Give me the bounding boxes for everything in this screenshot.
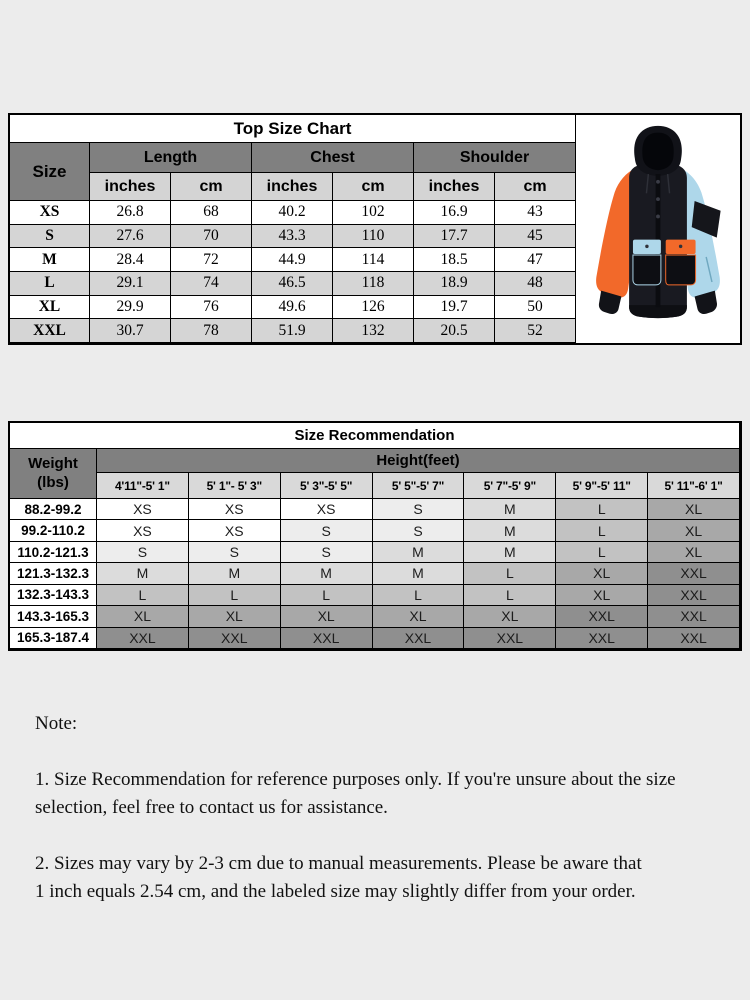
recommended-size-cell: L bbox=[556, 520, 648, 541]
note-2-line-1: 2. Sizes may vary by 2-3 cm due to manual measurements. Please be aware that bbox=[35, 853, 642, 874]
recommended-size-cell: XL bbox=[556, 585, 648, 606]
length-inches-cell: 30.7 bbox=[90, 319, 171, 343]
recommended-size-cell: XS bbox=[281, 499, 373, 520]
recommended-size-cell: XL bbox=[648, 520, 740, 541]
size-cell: S bbox=[10, 225, 90, 249]
recommended-size-cell: L bbox=[373, 585, 465, 606]
recommended-size-cell: XS bbox=[189, 499, 281, 520]
size-cell: M bbox=[10, 248, 90, 272]
weight-column-header bbox=[10, 449, 97, 499]
recommended-size-cell: M bbox=[464, 520, 556, 541]
recommended-size-cell: XXL bbox=[648, 585, 740, 606]
chest-cm-cell: 110 bbox=[333, 225, 414, 249]
recommended-size-cell: XXL bbox=[556, 606, 648, 627]
weight-header-line2: (lbs) bbox=[37, 473, 69, 491]
unit-header: cm bbox=[171, 173, 252, 201]
length-inches-cell: 28.4 bbox=[90, 248, 171, 272]
recommended-size-cell: L bbox=[189, 585, 281, 606]
recommended-size-cell: M bbox=[464, 499, 556, 520]
weight-range-cell: 165.3-187.4 bbox=[10, 628, 97, 649]
chest-inches-cell: 49.6 bbox=[252, 296, 333, 320]
length-group-header: Length bbox=[90, 143, 252, 173]
chest-cm-cell: 126 bbox=[333, 296, 414, 320]
weight-range-cell: 88.2-99.2 bbox=[10, 499, 97, 520]
length-cm-cell: 78 bbox=[171, 319, 252, 343]
shoulder-cm-cell: 47 bbox=[495, 248, 576, 272]
recommended-size-cell: XL bbox=[189, 606, 281, 627]
length-inches-cell: 27.6 bbox=[90, 225, 171, 249]
jacket-image bbox=[579, 120, 737, 338]
recommended-size-cell: XXL bbox=[648, 628, 740, 649]
size-cell: XL bbox=[10, 296, 90, 320]
unit-header: cm bbox=[495, 173, 576, 201]
height-range-header: 5' 7"-5' 9" bbox=[464, 473, 556, 499]
recommended-size-cell: XL bbox=[373, 606, 465, 627]
recommended-size-cell: XL bbox=[648, 542, 740, 563]
recommended-size-cell: M bbox=[373, 563, 465, 584]
recommended-size-cell: L bbox=[464, 585, 556, 606]
top-size-chart-table bbox=[8, 113, 742, 345]
recommended-size-cell: S bbox=[373, 499, 465, 520]
length-inches-cell: 29.9 bbox=[90, 296, 171, 320]
recommended-size-cell: L bbox=[556, 542, 648, 563]
recommended-size-cell: L bbox=[281, 585, 373, 606]
recommended-size-cell: XXL bbox=[648, 563, 740, 584]
chest-cm-cell: 118 bbox=[333, 272, 414, 296]
unit-header: cm bbox=[333, 173, 414, 201]
shoulder-cm-cell: 45 bbox=[495, 225, 576, 249]
recommended-size-cell: XL bbox=[556, 563, 648, 584]
recommended-size-cell: XXL bbox=[189, 628, 281, 649]
recommended-size-cell: XXL bbox=[281, 628, 373, 649]
recommended-size-cell: XL bbox=[281, 606, 373, 627]
notes-section bbox=[35, 710, 725, 934]
shoulder-inches-cell: 17.7 bbox=[414, 225, 495, 249]
recommended-size-cell: M bbox=[97, 563, 189, 584]
recommended-size-cell: L bbox=[556, 499, 648, 520]
shoulder-group-header: Shoulder bbox=[414, 143, 576, 173]
recommended-size-cell: L bbox=[97, 585, 189, 606]
chest-inches-cell: 46.5 bbox=[252, 272, 333, 296]
size-cell: XXL bbox=[10, 319, 90, 343]
unit-header: inches bbox=[414, 173, 495, 201]
recommended-size-cell: XXL bbox=[373, 628, 465, 649]
weight-range-cell: 132.3-143.3 bbox=[10, 585, 97, 606]
shoulder-cm-cell: 52 bbox=[495, 319, 576, 343]
recommended-size-cell: XXL bbox=[97, 628, 189, 649]
note-1-line-2: selection, feel free to contact us for assistance. bbox=[35, 797, 388, 818]
recommended-size-cell: M bbox=[189, 563, 281, 584]
recommended-size-cell: XL bbox=[97, 606, 189, 627]
recommended-size-cell: XS bbox=[97, 499, 189, 520]
chest-inches-cell: 43.3 bbox=[252, 225, 333, 249]
size-cell: XS bbox=[10, 201, 90, 225]
recommended-size-cell: XL bbox=[464, 606, 556, 627]
recommended-size-cell: XXL bbox=[556, 628, 648, 649]
recommended-size-cell: M bbox=[373, 542, 465, 563]
shoulder-inches-cell: 16.9 bbox=[414, 201, 495, 225]
recommended-size-cell: XXL bbox=[464, 628, 556, 649]
recommended-size-cell: XL bbox=[648, 499, 740, 520]
chest-cm-cell: 102 bbox=[333, 201, 414, 225]
weight-range-cell: 99.2-110.2 bbox=[10, 520, 97, 541]
recommended-size-cell: L bbox=[464, 563, 556, 584]
length-cm-cell: 70 bbox=[171, 225, 252, 249]
chest-inches-cell: 44.9 bbox=[252, 248, 333, 272]
height-range-header: 5' 3"-5' 5" bbox=[281, 473, 373, 499]
product-photo-cell bbox=[576, 115, 740, 343]
recommended-size-cell: S bbox=[97, 542, 189, 563]
shoulder-inches-cell: 20.5 bbox=[414, 319, 495, 343]
recommended-size-cell: S bbox=[373, 520, 465, 541]
length-cm-cell: 76 bbox=[171, 296, 252, 320]
weight-range-cell: 121.3-132.3 bbox=[10, 563, 97, 584]
shoulder-inches-cell: 19.7 bbox=[414, 296, 495, 320]
length-inches-cell: 26.8 bbox=[90, 201, 171, 225]
note-1-line-1: 1. Size Recommendation for reference purposes only. If you're unsure about the size bbox=[35, 769, 676, 790]
recommended-size-cell: S bbox=[189, 542, 281, 563]
recommended-size-cell: S bbox=[281, 542, 373, 563]
unit-header: inches bbox=[90, 173, 171, 201]
weight-header-line1: Weight bbox=[28, 454, 78, 472]
chest-inches-cell: 51.9 bbox=[252, 319, 333, 343]
chest-inches-cell: 40.2 bbox=[252, 201, 333, 225]
weight-range-cell: 110.2-121.3 bbox=[10, 542, 97, 563]
top-size-chart-title: Top Size Chart bbox=[10, 115, 576, 143]
size-column-header: Size bbox=[10, 143, 90, 201]
length-inches-cell: 29.1 bbox=[90, 272, 171, 296]
chest-group-header: Chest bbox=[252, 143, 414, 173]
height-group-header: Height(feet) bbox=[97, 449, 740, 473]
height-range-header: 5' 1"- 5' 3" bbox=[189, 473, 281, 499]
recommended-size-cell: M bbox=[464, 542, 556, 563]
height-range-header: 5' 5"-5' 7" bbox=[373, 473, 465, 499]
shoulder-inches-cell: 18.5 bbox=[414, 248, 495, 272]
size-cell: L bbox=[10, 272, 90, 296]
shoulder-cm-cell: 48 bbox=[495, 272, 576, 296]
height-range-header: 5' 11"-6' 1" bbox=[648, 473, 740, 499]
note-heading: Note: bbox=[35, 713, 78, 734]
length-cm-cell: 72 bbox=[171, 248, 252, 272]
note-1 bbox=[35, 766, 725, 822]
recommended-size-cell: XS bbox=[97, 520, 189, 541]
shoulder-cm-cell: 43 bbox=[495, 201, 576, 225]
shoulder-cm-cell: 50 bbox=[495, 296, 576, 320]
recommended-size-cell: XXL bbox=[648, 606, 740, 627]
size-recommendation-title: Size Recommendation bbox=[10, 423, 740, 449]
recommended-size-cell: XS bbox=[189, 520, 281, 541]
height-range-header: 4'11"-5' 1" bbox=[97, 473, 189, 499]
unit-header: inches bbox=[252, 173, 333, 201]
recommended-size-cell: S bbox=[281, 520, 373, 541]
chest-cm-cell: 114 bbox=[333, 248, 414, 272]
note-2-line-2: 1 inch equals 2.54 cm, and the labeled size may slightly differ from your order. bbox=[35, 881, 636, 902]
length-cm-cell: 68 bbox=[171, 201, 252, 225]
shoulder-inches-cell: 18.9 bbox=[414, 272, 495, 296]
length-cm-cell: 74 bbox=[171, 272, 252, 296]
recommended-size-cell: M bbox=[281, 563, 373, 584]
chest-cm-cell: 132 bbox=[333, 319, 414, 343]
height-range-header: 5' 9"-5' 11" bbox=[556, 473, 648, 499]
note-2 bbox=[35, 850, 725, 906]
weight-range-cell: 143.3-165.3 bbox=[10, 606, 97, 627]
size-recommendation-table bbox=[8, 421, 742, 651]
